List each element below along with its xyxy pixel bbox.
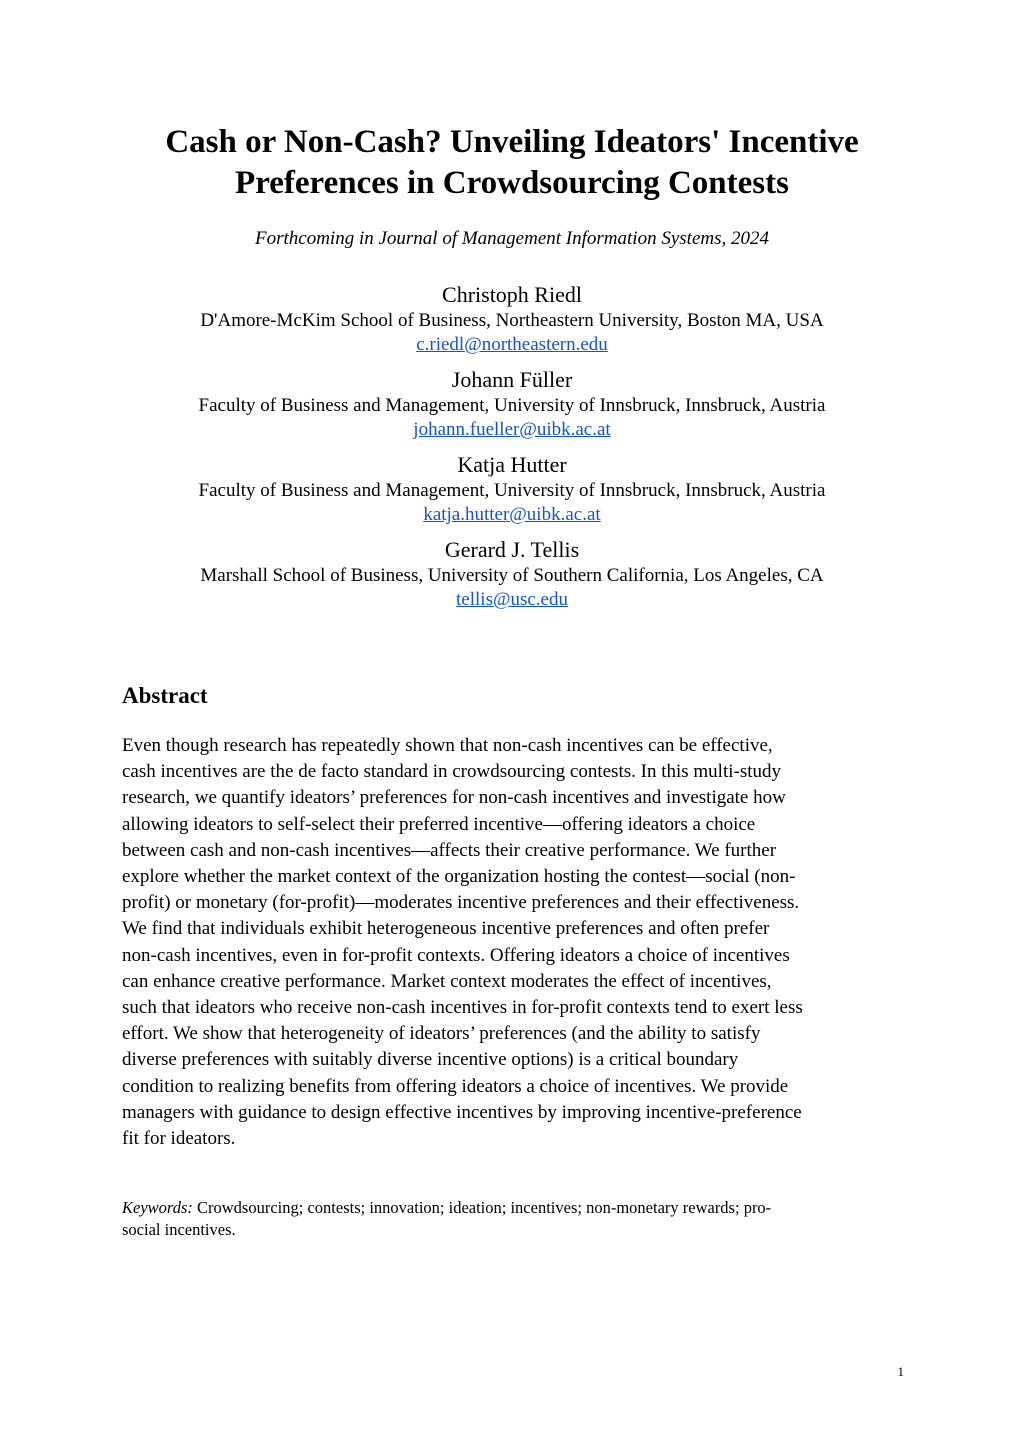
abstract-line: Even though research has repeatedly shown that non-cash incentives can be effective, — [122, 735, 773, 756]
abstract-line: fit for ideators. — [122, 1128, 236, 1150]
abstract-line: allowing ideators to self-select their preferred incentive—offering ideators a choice — [122, 813, 756, 835]
author-affiliation: Faculty of Business and Management, University of Innsbruck, Innsbruck, Austria — [198, 480, 826, 501]
abstract-line: explore whether the market context of the organization hosting the contest—social (non- — [122, 866, 796, 888]
abstract-line: cash incentives are the de facto standard in crowdsourcing contests. In this multi-study — [122, 761, 782, 783]
abstract-line: research, we quantify ideators’ preferences for non-cash incentives and investigate how — [122, 787, 786, 809]
author-block — [100, 536, 924, 612]
author-name: Katja Hutter — [457, 452, 567, 477]
keywords-line-1 — [122, 1197, 904, 1219]
keywords-label: Keywords: — [122, 1198, 193, 1217]
author-email-link[interactable]: johann.fueller@uibk.ac.at — [413, 419, 611, 440]
abstract-body — [122, 733, 904, 1152]
abstract-line: diverse preferences with suitably diverse incentive options) is a critical boundary — [122, 1049, 739, 1071]
paper-title — [100, 122, 924, 204]
page-number: 1 — [897, 1364, 904, 1379]
author-email-link[interactable]: tellis@usc.edu — [456, 589, 568, 610]
abstract-line: condition to realizing benefits from offering ideators a choice of incentives. We provide — [122, 1075, 789, 1097]
author-email-link[interactable]: c.riedl@northeastern.edu — [416, 334, 608, 355]
abstract-line: can enhance creative performance. Market context moderates the effect of incentives, — [122, 970, 772, 992]
author-affiliation: D'Amore-McKim School of Business, Northeastern University, Boston MA, USA — [200, 310, 824, 331]
abstract-line: between cash and non-cash incentives—affects their creative performance. We further — [122, 839, 777, 861]
abstract-line: effort. We show that heterogeneity of ideators’ preferences (and the ability to satisfy — [122, 1023, 761, 1045]
author-block — [100, 451, 924, 527]
keywords-text: Crowdsourcing; contests; innovation; ideation; incentives; non-monetary rewards; pro- — [192, 1198, 772, 1217]
author-name: Gerard J. Tellis — [444, 537, 580, 562]
author-affiliation: Marshall School of Business, University of Southern California, Los Angeles, CA — [200, 565, 824, 586]
paper-title-line-2: Preferences in Crowdsourcing Contests — [235, 165, 789, 201]
author-name: Johann Füller — [451, 367, 573, 392]
abstract-heading: Abstract — [122, 683, 208, 708]
author-email-link[interactable]: katja.hutter@uibk.ac.at — [423, 504, 601, 525]
author-block — [100, 366, 924, 442]
author-affiliation: Faculty of Business and Management, University of Innsbruck, Innsbruck, Austria — [198, 395, 826, 416]
author-name: Christoph Riedl — [442, 282, 582, 307]
author-block — [100, 281, 924, 357]
keywords-line-2: social incentives. — [122, 1220, 236, 1239]
paper-title-line-1: Cash or Non-Cash? Unveiling Ideators' Incentive — [165, 124, 859, 160]
keywords-section — [122, 1197, 904, 1241]
abstract-line: managers with guidance to design effective incentives by improving incentive-preference — [122, 1101, 802, 1123]
abstract-line: such that ideators who receive non-cash incentives in for-profit contexts tend to exert less — [122, 997, 803, 1019]
abstract-line: profit) or monetary (for-profit)—moderates incentive preferences and their effectiveness. — [122, 892, 800, 914]
abstract-line: non-cash incentives, even in for-profit contexts. Offering ideators a choice of incentives — [122, 944, 790, 966]
publication-venue: Forthcoming in Journal of Management Information Systems, 2024 — [254, 228, 769, 249]
abstract-line: We find that individuals exhibit heterogeneous incentive preferences and often prefer — [122, 918, 770, 940]
